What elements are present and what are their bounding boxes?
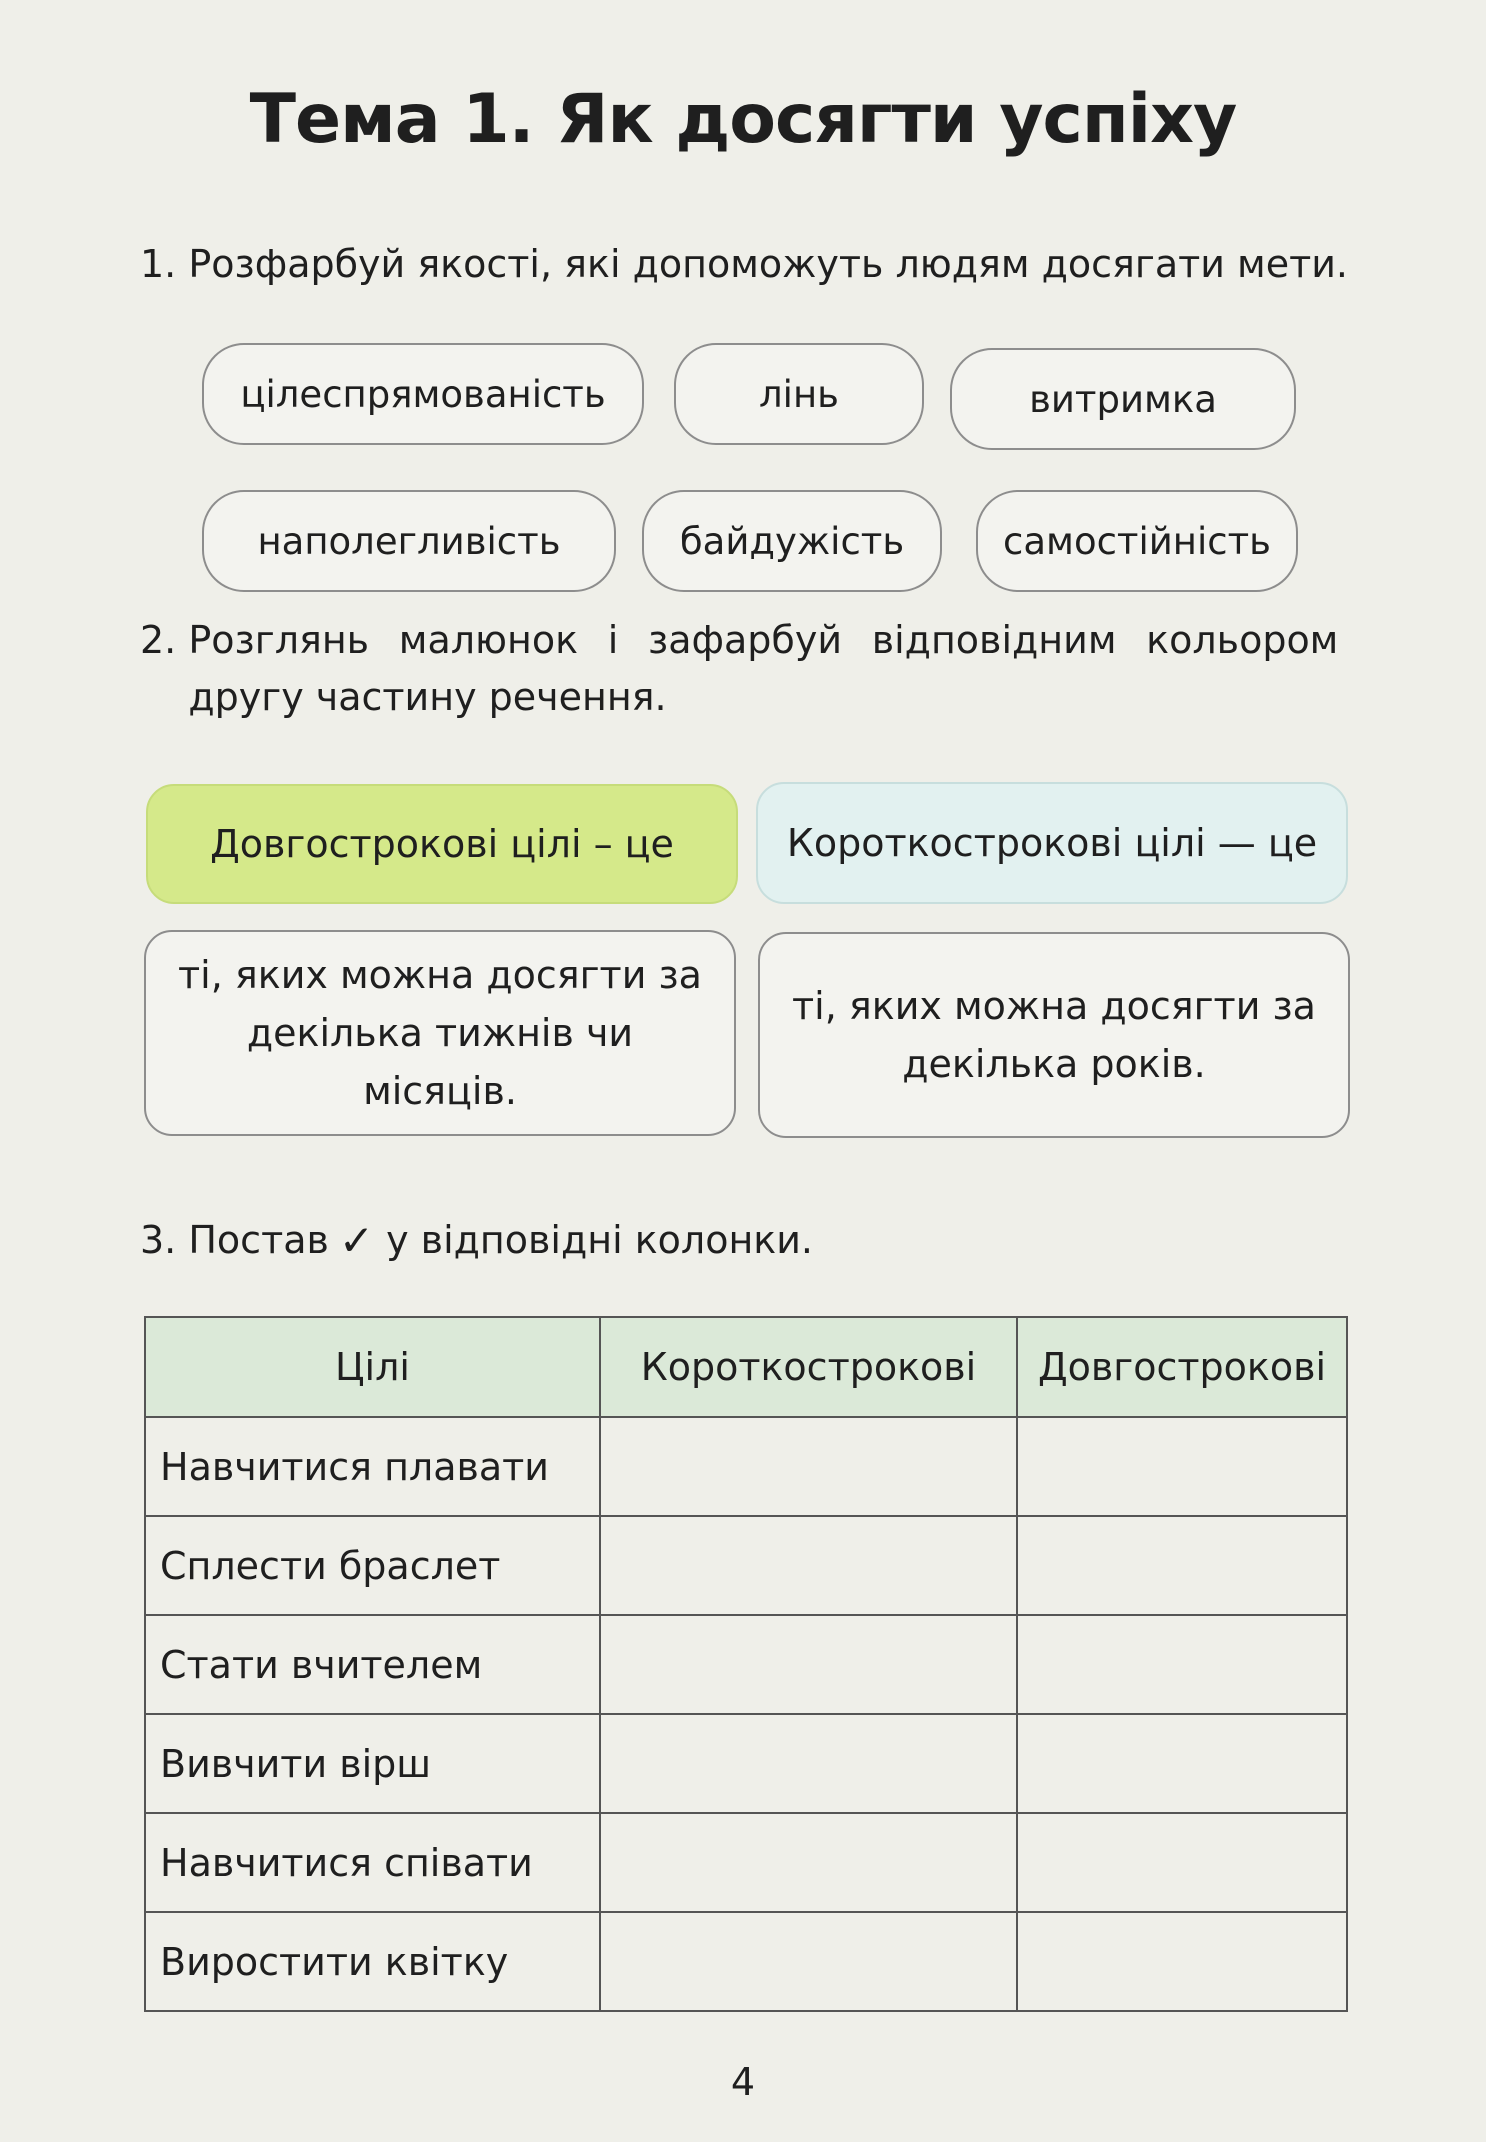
table-row [145, 1615, 1347, 1714]
quality-label: лінь [759, 372, 839, 416]
quality-pill[interactable] [642, 490, 942, 592]
task-3-number: 3. [140, 1218, 177, 1262]
sentence-start-label: Довгострокові цілі – це [210, 822, 674, 866]
goal-cell: Навчитися плавати [145, 1417, 600, 1516]
quality-label: цілеспрямованість [240, 372, 606, 416]
short-term-check-cell[interactable] [600, 1714, 1017, 1813]
task-3-text-before: Постав [188, 1218, 329, 1262]
task-1-instruction [140, 236, 1348, 293]
task-1-text: Розфарбуй якості, які допоможуть людям досягати мети. [188, 242, 1348, 286]
quality-label: байдужість [679, 519, 905, 563]
short-term-check-cell[interactable] [600, 1417, 1017, 1516]
quality-label: витримка [1029, 377, 1217, 421]
quality-label: наполегливість [257, 519, 561, 563]
task-3-text-after: у відповідні колонки. [386, 1218, 814, 1262]
quality-pill[interactable] [976, 490, 1298, 592]
quality-pill[interactable] [950, 348, 1296, 450]
quality-pill[interactable] [202, 490, 616, 592]
long-term-check-cell[interactable] [1017, 1813, 1347, 1912]
long-term-check-cell[interactable] [1017, 1417, 1347, 1516]
sentence-start-short-term [756, 782, 1348, 904]
task-2-text: Розглянь малюнок і зафарбуй відповідним кольором другу частину речення. [188, 618, 1339, 719]
goal-cell: Вивчити вірш [145, 1714, 600, 1813]
table-row [145, 1912, 1347, 2011]
long-term-check-cell[interactable] [1017, 1912, 1347, 2011]
table-header-row [145, 1317, 1347, 1417]
table-row [145, 1813, 1347, 1912]
page-number: 4 [730, 2060, 756, 2104]
task-2-instruction [140, 612, 1350, 726]
table-row [145, 1516, 1347, 1615]
task-1-number: 1. [140, 242, 177, 286]
short-term-check-cell[interactable] [600, 1912, 1017, 2011]
long-term-check-cell[interactable] [1017, 1615, 1347, 1714]
sentence-ending-label: ті, яких можна досягти за декілька років. [792, 984, 1316, 1086]
short-term-check-cell[interactable] [600, 1516, 1017, 1615]
short-term-check-cell[interactable] [600, 1813, 1017, 1912]
task-3-instruction [140, 1212, 813, 1269]
task-2-number: 2. [140, 618, 177, 662]
page-title: Тема 1. Як досягти успіху [249, 80, 1237, 159]
short-term-check-cell[interactable] [600, 1615, 1017, 1714]
check-icon: ✓ [338, 1216, 375, 1265]
quality-pill[interactable] [202, 343, 644, 445]
header-short-term: Короткострокові [600, 1317, 1017, 1417]
header-goals: Цілі [145, 1317, 600, 1417]
sentence-ending-label: ті, яких можна досягти за декілька тижнів чи місяців. [178, 953, 702, 1113]
goal-cell: Стати вчителем [145, 1615, 600, 1714]
header-long-term: Довгострокові [1017, 1317, 1347, 1417]
table-row [145, 1417, 1347, 1516]
goal-cell: Навчитися співати [145, 1813, 600, 1912]
long-term-check-cell[interactable] [1017, 1714, 1347, 1813]
goal-cell: Сплести браслет [145, 1516, 600, 1615]
goal-cell: Виростити квітку [145, 1912, 600, 2011]
sentence-start-long-term [146, 784, 738, 904]
long-term-check-cell[interactable] [1017, 1516, 1347, 1615]
sentence-ending-weeks-months[interactable] [144, 930, 736, 1136]
sentence-ending-years[interactable] [758, 932, 1350, 1138]
table-row [145, 1714, 1347, 1813]
quality-label: самостійність [1003, 519, 1271, 563]
sentence-start-label: Короткострокові цілі — це [786, 821, 1318, 865]
quality-pill[interactable] [674, 343, 924, 445]
goals-table [144, 1316, 1348, 2012]
